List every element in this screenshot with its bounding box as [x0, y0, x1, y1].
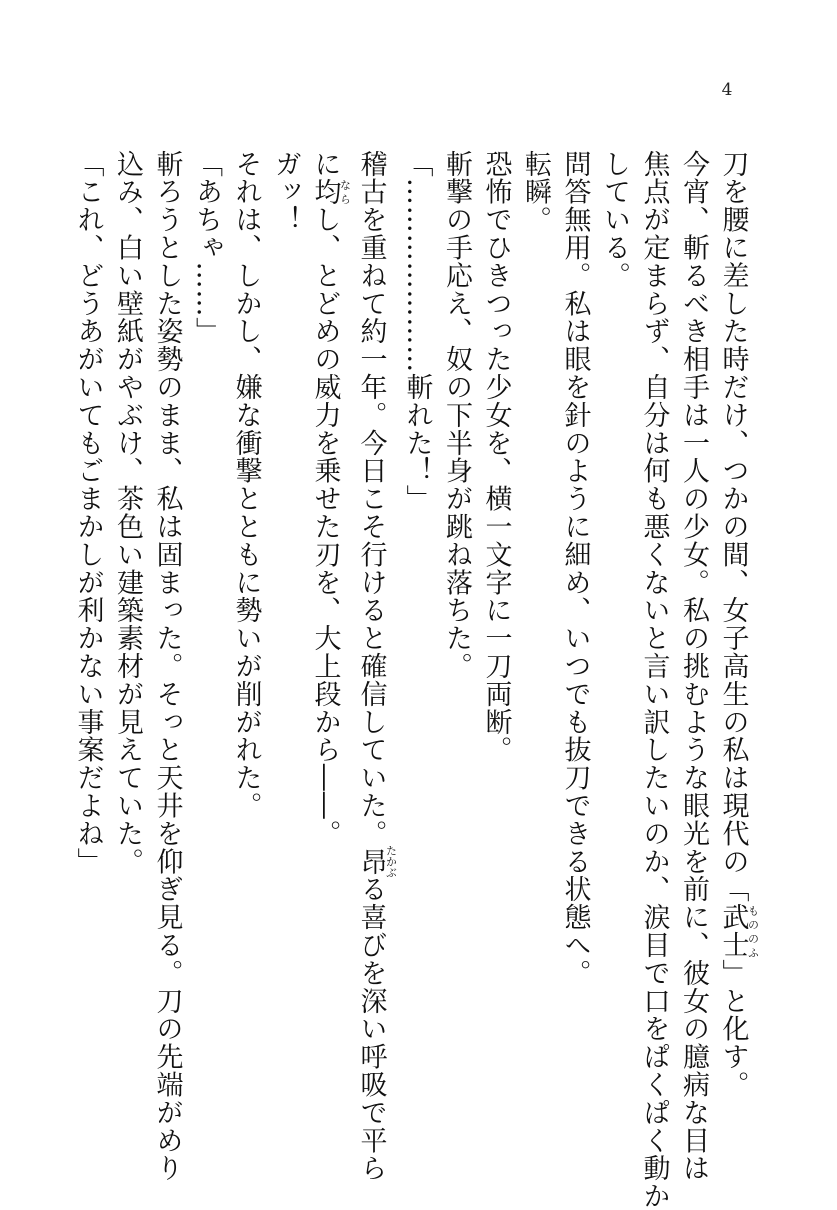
text-segment: る喜びを深い呼吸で平ら [355, 875, 387, 1183]
text-line [351, 150, 398, 1183]
text-segment: 斬撃の手応え、奴の下半身が跳ね落ちた。 [441, 150, 472, 681]
ruby-annotation [355, 844, 398, 878]
ruby-reading: たかぶ [384, 844, 398, 878]
text-segment: 今宵、斬るべき相手は一人の少女。私の挑むような眼光を前に、彼女の臆病な目は [678, 150, 709, 1183]
ruby-base: 均 [309, 177, 341, 206]
text-segment: 斬ろうとした姿勢のまま、私は固まった。そっと天井を仰ぎ見る。刀の先端がめり [151, 150, 183, 1183]
text-line [516, 150, 556, 1150]
ruby-base: 武士 [717, 903, 749, 960]
text-segment: ガッ！ [270, 150, 301, 234]
text-segment: している。 [599, 150, 630, 290]
text-segment: それは、しかし、嫌な衝撃とともに勢いが削がれた。 [230, 150, 262, 820]
text-segment: 稽古を重ねて約一年。今日こそ行けると確信していた。 [355, 150, 387, 848]
text-line [595, 150, 635, 1150]
ruby-annotation [309, 177, 352, 206]
text-line [634, 150, 674, 1210]
text-line [476, 150, 516, 1150]
text-line [305, 150, 351, 1150]
text-line [108, 150, 148, 1150]
text-segment: し、とどめの威力を乗せた刃を、大上段から――。 [309, 205, 341, 848]
text-line [397, 150, 437, 1150]
text-line [674, 150, 714, 1183]
ruby-reading: もののふ [746, 903, 760, 960]
text-segment: 恐怖でひきつった少女を、横一文字に一刀両断。 [480, 150, 512, 764]
ruby-reading: なら [338, 177, 352, 206]
text-line [187, 150, 227, 1150]
text-segment: 刀を腰に差した時だけ、つかの間、女子高生の私は現代の「 [717, 150, 749, 904]
text-line [68, 150, 108, 1150]
ruby-base: 昂 [355, 844, 387, 878]
text-line [266, 150, 306, 1150]
text-segment: 「あちゃ……」 [191, 150, 222, 346]
text-segment: に [309, 150, 341, 178]
ruby-annotation [717, 903, 760, 960]
text-segment: 問答無用。私は眼を針のように細め、いつでも抜刀できる状態へ。 [559, 150, 591, 987]
text-segment: 転瞬。 [520, 150, 551, 234]
text-line [555, 150, 595, 1150]
text-line [437, 150, 477, 1150]
text-line [713, 150, 759, 1150]
text-segment: 」と化す。 [717, 959, 749, 1099]
text-line [147, 150, 187, 1183]
text-segment: 焦点が定まらず、自分は何も悪くないと言い訳したいのか、涙目で口をぱくぱく動か [638, 150, 670, 1210]
vertical-text-body [68, 150, 760, 1210]
page-number: 4 [721, 80, 733, 100]
text-line [226, 150, 266, 1150]
text-segment: 込み、白い壁紙がやぶけ、茶色い建築素材が見えていた。 [112, 150, 143, 876]
text-segment: 「これ、どうあがいてもごまかしが利かない事案だよね」 [72, 150, 104, 876]
text-segment: 「…………………斬れた！」 [401, 150, 433, 513]
